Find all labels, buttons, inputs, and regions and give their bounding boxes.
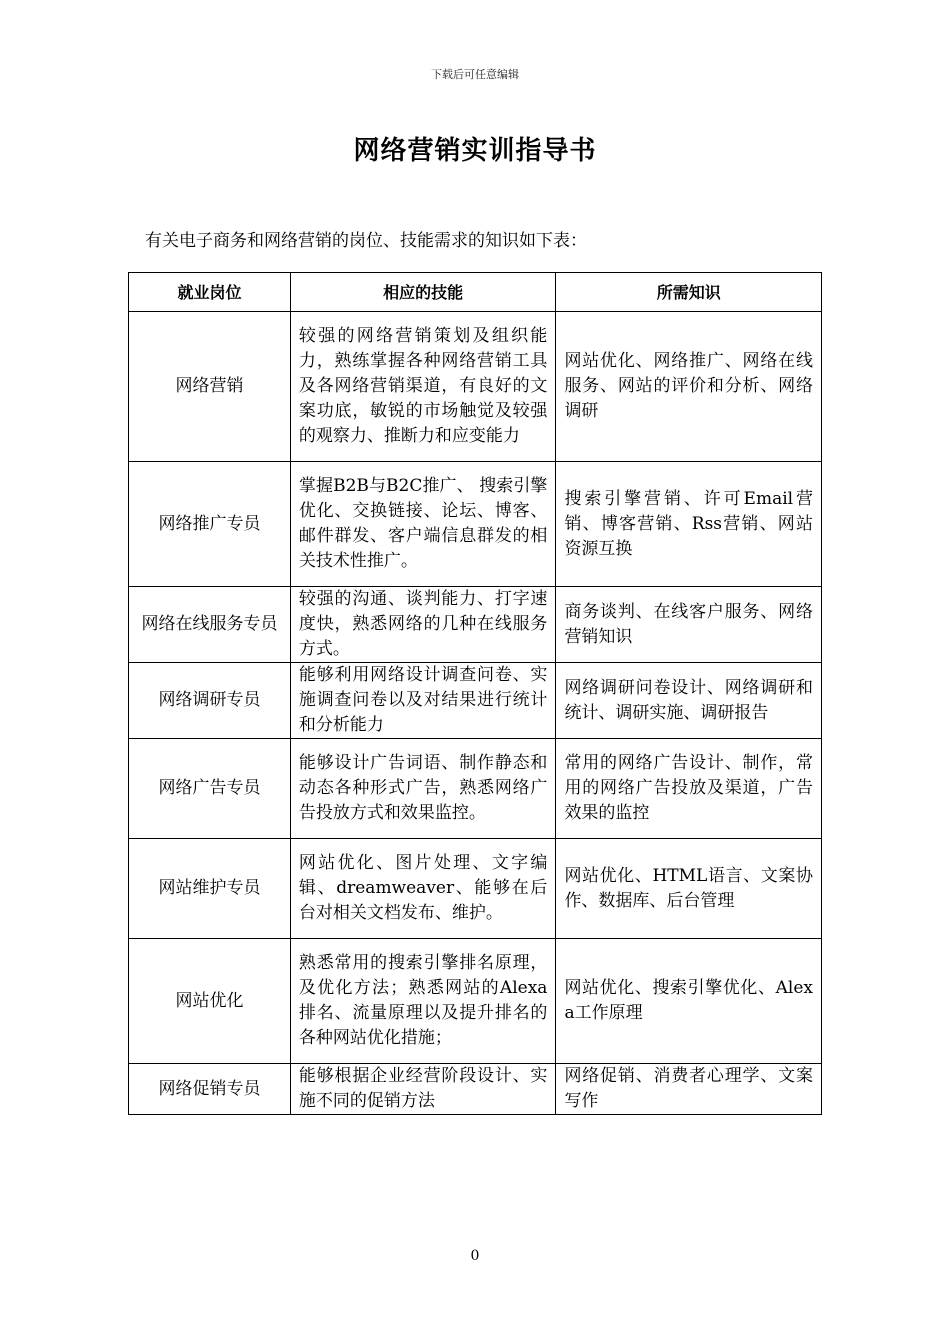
- position-cell: 网络营销: [129, 312, 291, 462]
- knowledge-cell: 网站优化、搜索引擎优化、Alexa工作原理: [556, 939, 822, 1064]
- skill-cell: 掌握B2B与B2C推广、 搜索引擎优化、交换链接、论坛、博客、邮件群发、客户端信息群发的相关技术性推广。: [290, 462, 556, 587]
- position-cell: 网络调研专员: [129, 663, 291, 739]
- skills-table: [128, 272, 822, 1115]
- table-row: [129, 587, 822, 663]
- intro-paragraph: 有关电子商务和网络营销的岗位、技能需求的知识如下表：: [145, 231, 587, 251]
- table-row: [129, 739, 822, 839]
- table-row: [129, 312, 822, 462]
- table-row: [129, 1064, 822, 1115]
- skill-cell: 熟悉常用的搜索引擎排名原理，及优化方法；熟悉网站的Alexa排名、流量原理以及提升排名的各种网站优化措施；: [290, 939, 556, 1064]
- knowledge-cell: 搜索引擎营销、许可Email营销、博客营销、Rss营销、网站资源互换: [556, 462, 822, 587]
- skill-cell: 较强的网络营销策划及组织能力，熟练掌握各种网络营销工具及各网络营销渠道，有良好的文案功底，敏锐的市场触觉及较强的观察力、推断力和应变能力: [290, 312, 556, 462]
- table-header-row: [129, 273, 822, 312]
- position-cell: 网络促销专员: [129, 1064, 291, 1115]
- knowledge-cell: 商务谈判、在线客户服务、网络营销知识: [556, 587, 822, 663]
- table-row: [129, 462, 822, 587]
- header-note: 下载后可任意编辑: [431, 68, 519, 81]
- knowledge-cell: 网站优化、网络推广、网络在线服务、网站的评价和分析、网络调研: [556, 312, 822, 462]
- position-cell: 网络推广专员: [129, 462, 291, 587]
- page-number: 0: [470, 1248, 480, 1264]
- knowledge-cell: 网络调研问卷设计、网络调研和统计、调研实施、调研报告: [556, 663, 822, 739]
- knowledge-cell: 网站优化、HTML语言、文案协作、数据库、后台管理: [556, 839, 822, 939]
- skill-cell: 能够利用网络设计调查问卷、实施调查问卷以及对结果进行统计和分析能力: [290, 663, 556, 739]
- knowledge-cell: 网络促销、消费者心理学、文案写作: [556, 1064, 822, 1115]
- header-position: 就业岗位: [129, 273, 291, 312]
- header-knowledge: 所需知识: [556, 273, 822, 312]
- skill-cell: 能够根据企业经营阶段设计、实施不同的促销方法: [290, 1064, 556, 1115]
- position-cell: 网站优化: [129, 939, 291, 1064]
- table-row: [129, 939, 822, 1064]
- table-row: [129, 839, 822, 939]
- skill-cell: 较强的沟通、谈判能力、打字速度快，熟悉网络的几种在线服务方式。: [290, 587, 556, 663]
- knowledge-cell: 常用的网络广告设计、制作，常用的网络广告投放及渠道，广告效果的监控: [556, 739, 822, 839]
- header-skill: 相应的技能: [290, 273, 556, 312]
- table-row: [129, 663, 822, 739]
- skill-cell: 能够设计广告词语、制作静态和动态各种形式广告，熟悉网络广告投放方式和效果监控。: [290, 739, 556, 839]
- position-cell: 网络广告专员: [129, 739, 291, 839]
- position-cell: 网络在线服务专员: [129, 587, 291, 663]
- document-title: 网络营销实训指导书: [353, 136, 597, 166]
- position-cell: 网站维护专员: [129, 839, 291, 939]
- skill-cell: 网站优化、图片处理、文字编辑、dreamweaver、能够在后台对相关文档发布、维护。: [290, 839, 556, 939]
